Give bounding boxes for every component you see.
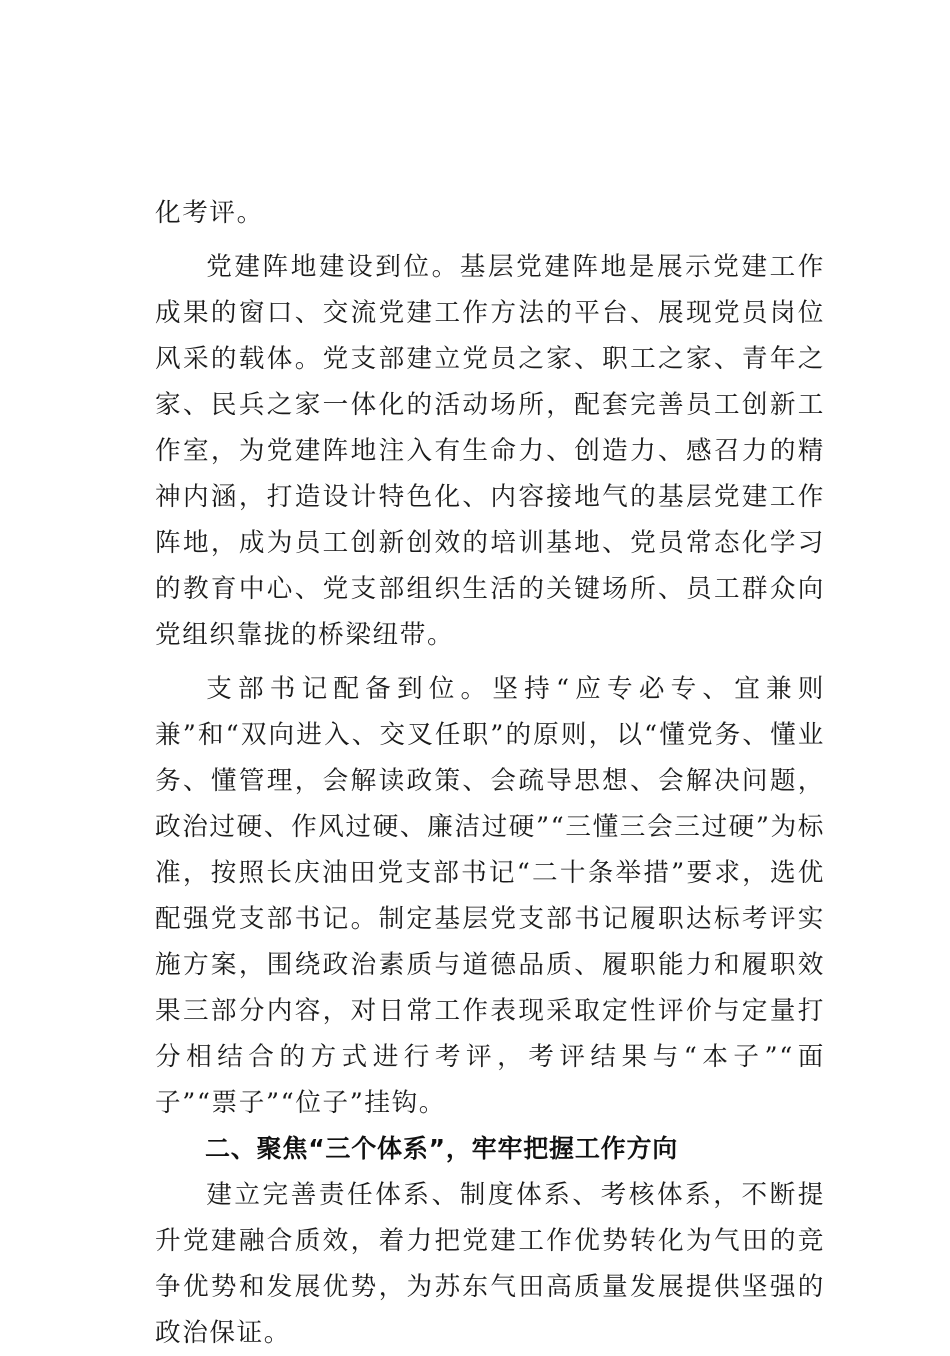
- section-heading: 二、聚焦“三个体系”，牢牢把握工作方向: [205, 1134, 679, 1163]
- paragraph-party-position: 党建阵地建设到位。基层党建阵地是展示党建工作成果的窗口、交流党建工作方法的平台、展现党员岗位风采的载体。党支部建立党员之家、职工之家、青年之家、民兵之家一体化的活动场所，配套完善员工创新工作室，为党建阵地注入有生命力、创造力、感召力的精神内涵，打造设计特色化、内容接地气的基层党建工作阵地，成为员工创新创效的培训基地、党员常态化学习的教育中心、党支部组织生活的关键场所、员工群众向党组织靠拢的桥梁纽带。: [155, 252, 825, 650]
- paragraph-branch-secretary: 支部书记配备到位。坚持“应专必专、宜兼则兼”和“双向进入、交叉任职”的原则，以“懂党务、懂业务、懂管理，会解读政策、会疏导思想、会解决问题，政治过硬、作风过硬、廉洁过硬”“三懂三会三过硬”为标准，按照长庆油田党支部书记“二十条举措”要求，选优配强党支部书记。制定基层党支部书记履职达标考评实施方案，围绕政治素质与道德品质、履职能力和履职效果三部分内容，对日常工作表现采取定性评价与定量打分相结合的方式进行考评，考评结果与“本子”“面子”“票子”“位子”挂钩。: [155, 674, 825, 1118]
- document-body: [155, 190, 825, 1356]
- paragraph-continuation: 化考评。: [155, 198, 264, 228]
- paragraph-three-systems: 建立完善责任体系、制度体系、考核体系，不断提升党建融合质效，着力把党建工作优势转化为气田的竞争优势和发展优势，为苏东气田高质量发展提供坚强的政治保证。: [155, 1180, 825, 1348]
